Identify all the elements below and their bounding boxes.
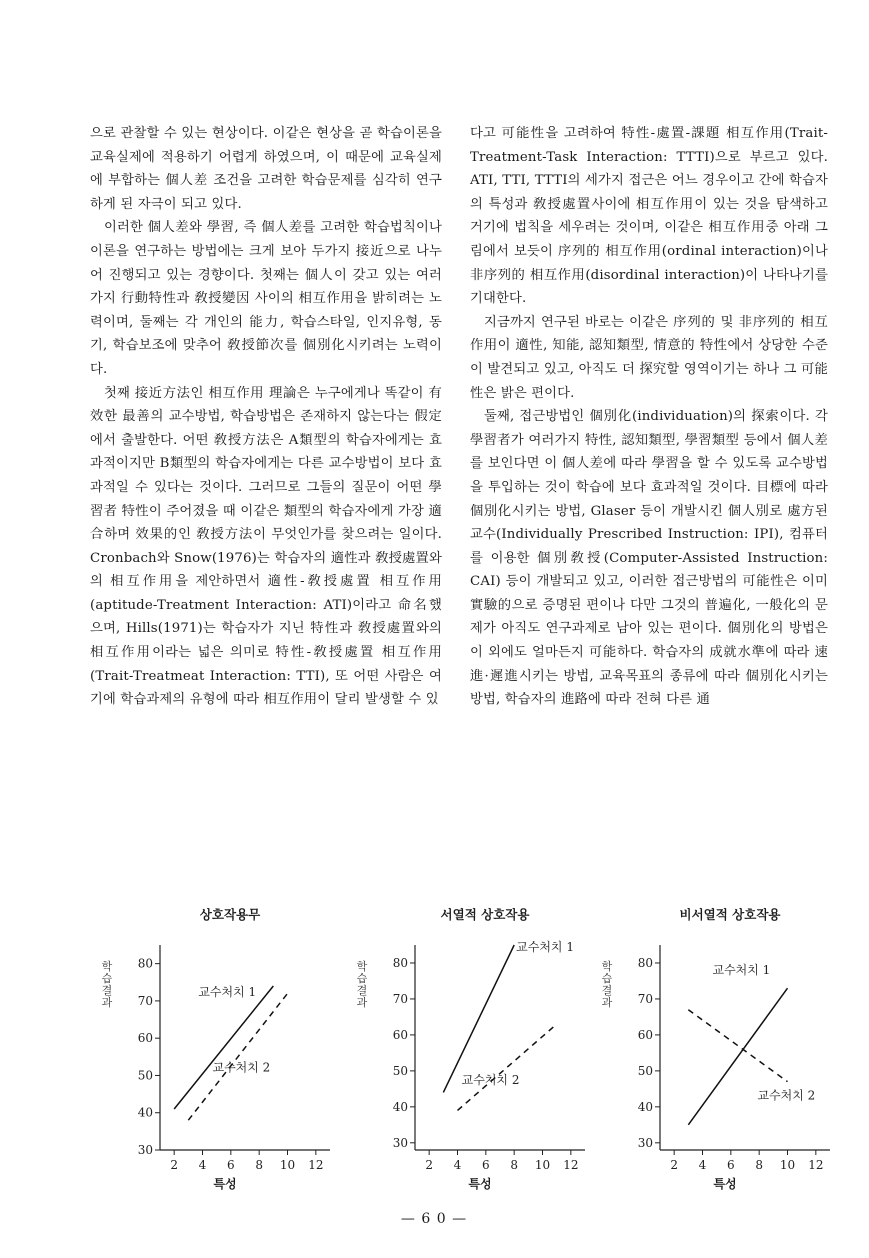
x-tick-label: 2	[170, 1158, 178, 1172]
chart-disordinal-interaction	[600, 905, 850, 1205]
chart-plot	[600, 905, 850, 1175]
series-line-treatment-1	[688, 988, 787, 1125]
chart-plot	[355, 905, 605, 1175]
x-axis-label: 특성	[213, 1177, 237, 1191]
series-line-treatment-2	[688, 1010, 787, 1082]
series-label: 교수처치 2	[757, 1088, 816, 1103]
y-tick-label: 60	[637, 1027, 653, 1042]
chart-ordinal-interaction	[355, 905, 605, 1205]
y-tick-label: 40	[137, 1105, 153, 1120]
y-tick-label: 70	[392, 991, 408, 1006]
y-tick-label: 80	[392, 955, 408, 970]
x-tick-label: 6	[727, 1158, 735, 1172]
chart-title: 상호작용무	[199, 907, 261, 922]
paragraph: 다고 可能性을 고려하여 特性-處置-課題 相互作用(Trait-Treatment-Task Interaction: TTTI)으로 부르고 있다. ATI, TTI, TTTI의 세가지 접근은 어느 경우이고 간에 학습자의 특성과 敎授處置사이에 相互作用이 있는 것을 탐색하고 거기에 법칙을 세우려는 것이며, 이같은 相互作用중 아래 그림에서 보듯이 序列的 相互作用(ordinal interaction)이나 非序列的 相互作用(disordinal interaction)이 나타나기를 기대한다.	[470, 126, 828, 307]
y-tick-label: 30	[137, 1143, 153, 1157]
x-tick-label: 6	[227, 1158, 235, 1172]
x-tick-label: 10	[779, 1158, 796, 1172]
x-tick-label: 4	[453, 1158, 462, 1172]
x-tick-label: 10	[534, 1158, 551, 1172]
y-tick-label: 30	[392, 1135, 408, 1150]
x-axis-label: 특성	[468, 1177, 492, 1191]
chart-plot	[100, 905, 350, 1175]
y-tick-label: 40	[637, 1099, 653, 1114]
y-tick-label: 30	[637, 1135, 653, 1150]
paragraph: 첫째 接近方法인 相互作用 理論은 누구에게나 똑같이 有效한 最善의 교수방법, 학습방법은 존재하지 않는다는 假定에서 출발한다. 어떤 敎授方法은 A類型의 학습자에게는 효과적이지만 B類型의 학습자에게는 다른 교수방법이 보다 효과적일 수 있다는 것이다. 그러므로 그들의 질문이 어떤 學習者 特性이 주어졌을 때 이같은 類型의 학습자에게 가장 適合하며 效果的인 敎授方法이 무엇인가를 찾으려는 일이다. Cronbach와 Snow(1976)는 학습자의 適性과 敎授處置와의 相互作用을 제안하면서 適性-敎授處置 相互作用(aptitude-Treatment Interaction: ATI)이라고 命名했으며, Hills(1971)는 학습자가 지닌 特性과 敎授處置와의 相互作用이라는 넓은 의미로 特性-敎授處置 相互作用(Trait-Treatmeat Interaction: TTI), 또 어떤 사람은 여기에 학습과제의 유형에 따라 相互作用이 달리 발생할 수 있	[90, 385, 442, 708]
y-tick-label: 50	[392, 1063, 408, 1078]
y-axis-label: 학습결과	[356, 960, 368, 1009]
x-tick-label: 12	[808, 1158, 824, 1172]
series-label: 교수처치 1	[516, 940, 574, 954]
y-tick-label: 70	[137, 993, 153, 1008]
y-tick-label: 70	[637, 991, 653, 1006]
chart-no-interaction	[100, 905, 350, 1205]
x-tick-label: 4	[198, 1158, 207, 1172]
y-axis-label: 학습결과	[601, 960, 613, 1009]
chart-title: 서열적 상호작용	[440, 907, 530, 922]
x-tick-label: 8	[255, 1158, 263, 1172]
paragraph: 이러한 個人差와 學習, 즉 個人差를 고려한 학습법칙이나 이론을 연구하는 방법에는 크게 보아 두가지 接近으로 나누어 진행되고 있는 경향이다. 첫째는 個人이 갖고 있는 여러가지 行動特性과 敎授變因 사이의 相互作用을 밝히려는 노력이며, 둘째는 각 개인의 能力, 학습스타일, 인지유형, 동기, 학습보조에 맞추어 敎授節次를 個別化시키려는 노력이다.	[90, 220, 442, 377]
series-line-treatment-2	[188, 993, 287, 1120]
x-tick-label: 8	[755, 1158, 763, 1172]
chart-title: 비서열적 상호작용	[679, 907, 781, 922]
x-tick-label: 2	[425, 1158, 433, 1172]
y-axis-label: 학습결과	[101, 960, 113, 1009]
x-tick-label: 12	[563, 1158, 579, 1172]
y-tick-label: 40	[392, 1099, 408, 1114]
interaction-figures	[100, 905, 840, 1205]
x-tick-label: 2	[670, 1158, 678, 1172]
x-tick-label: 4	[698, 1158, 707, 1172]
paragraph: 으로 관찰할 수 있는 현상이다. 이같은 현상을 곧 학습이론을 교육실제에 적용하기 어렵게 하였으며, 이 때문에 교육실제에 부합하는 個人差 조건을 고려한 학습문제를 심각히 연구하게 된 자극이 되고 있다.	[90, 126, 442, 212]
y-tick-label: 50	[637, 1063, 653, 1078]
paragraph: 둘째, 접근방법인 個別化(individuation)의 探索이다. 각 學習者가 여러가지 特性, 認知類型, 學習類型 등에서 個人差를 보인다면 이 個人差에 따라 學習을 할 수 있도록 교수방법을 투입하는 것이 학습에 보다 효과적일 것이다. 目標에 따라 個別化시키는 방법, Glaser 등이 개발시킨 個人別로 處方된 교수(Individually Prescribed Instruction: IPI), 컴퓨터를 이용한 個別敎授(Computer-Assisted Instruction: CAI) 등이 개발되고 있고, 이러한 접근방법의 可能性은 이미 實驗的으로 증명된 편이나 다만 그것의 普遍化, 一般化의 문제가 아직도 연구과제로 남아 있는 편이다. 個別化의 방법은 이 외에도 얼마든지 可能하다. 학습자의 成就水準에 따라 速進·遲進시키는 방법, 교육목표의 종류에 따라 個別化시키는 방법, 학습자의 進路에 따라 전혀 다른 通	[470, 409, 828, 708]
text-column-right	[470, 122, 828, 712]
series-line-treatment-1	[174, 986, 273, 1109]
series-label: 교수처치 2	[212, 1060, 271, 1075]
y-tick-label: 80	[637, 955, 653, 970]
y-tick-label: 60	[392, 1027, 408, 1042]
y-tick-label: 50	[137, 1068, 153, 1083]
x-tick-label: 8	[510, 1158, 518, 1172]
x-axis-label: 특성	[713, 1177, 737, 1191]
series-label: 교수처치 2	[461, 1073, 520, 1088]
paragraph: 지금까지 연구된 바로는 이같은 序列的 및 非序列的 相互作用이 適性, 知能, 認知類型, 情意的 特性에서 상당한 수준이 발견되고 있고, 아직도 더 探究할 영역이기는 하나 그 可能性은 밝은 편이다.	[470, 314, 828, 401]
series-line-treatment-2	[458, 1024, 557, 1110]
series-label: 교수처치 1	[712, 963, 771, 978]
series-label: 교수처치 1	[198, 985, 257, 999]
series-line-treatment-1	[443, 945, 514, 1092]
x-tick-label: 10	[279, 1158, 296, 1172]
text-column-left	[90, 122, 442, 712]
x-tick-label: 6	[482, 1158, 490, 1172]
x-tick-label: 12	[308, 1158, 324, 1172]
page-number: — 6 0 —	[400, 1211, 468, 1227]
y-tick-label: 80	[137, 956, 153, 971]
y-tick-label: 60	[137, 1031, 153, 1046]
